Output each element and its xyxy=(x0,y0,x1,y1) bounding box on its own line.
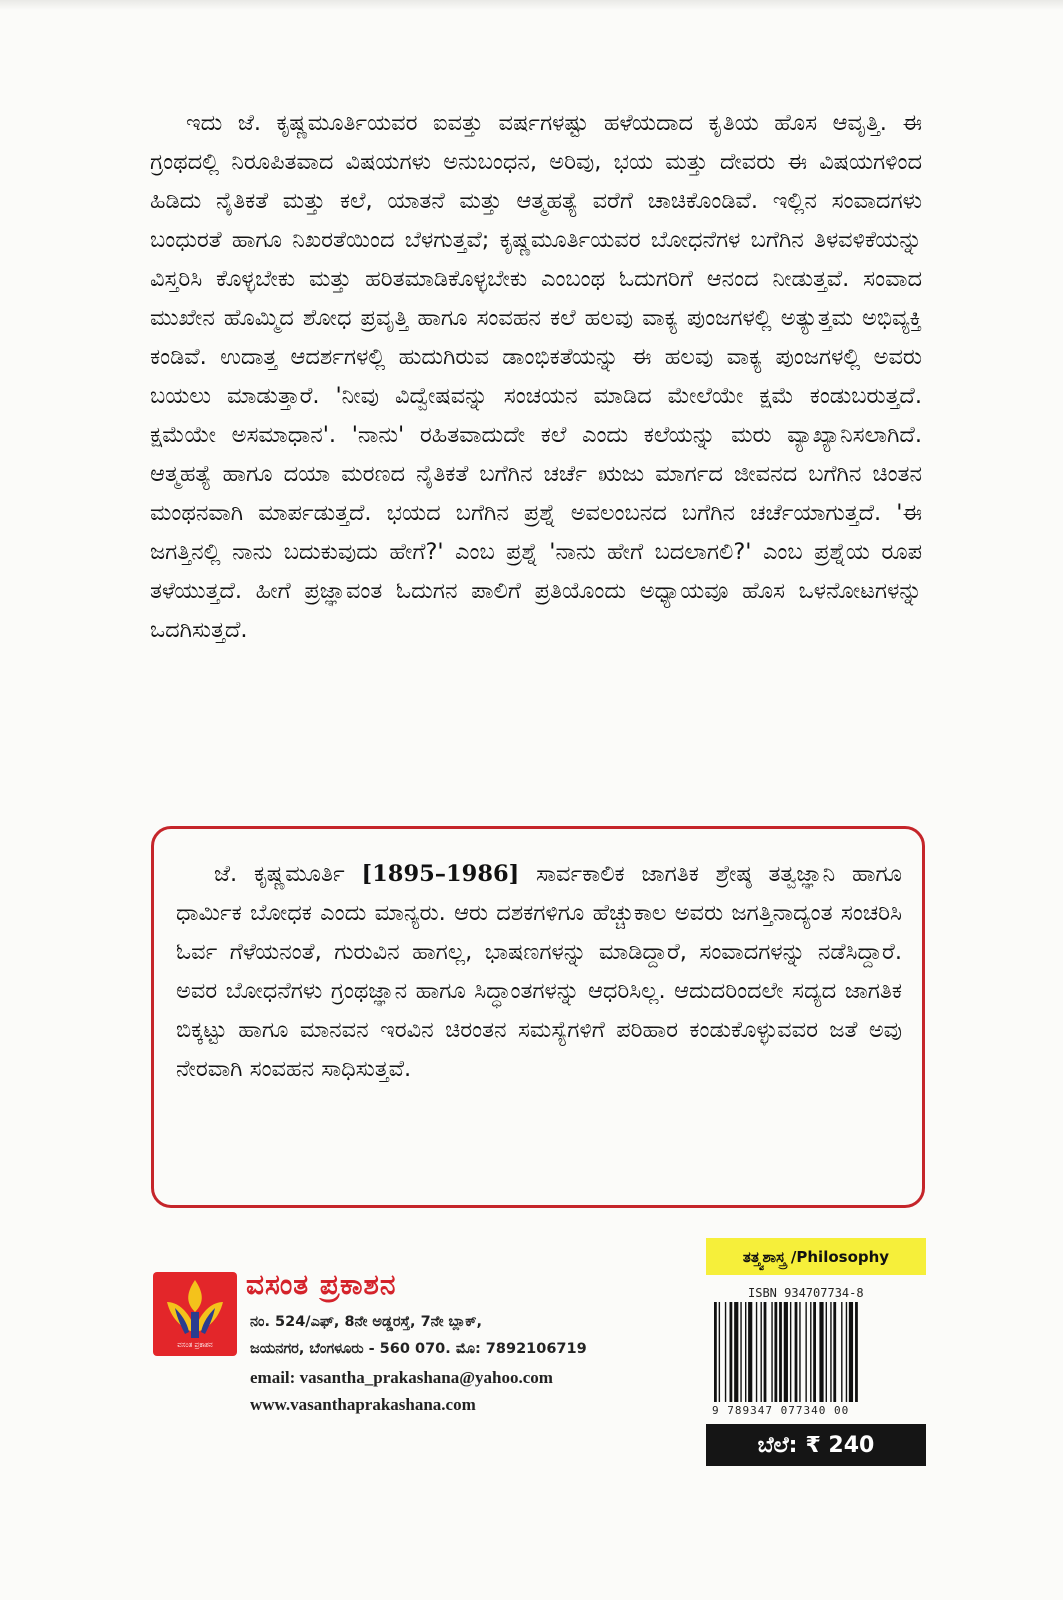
price-label: ಬೆಲೆ: xyxy=(757,1432,798,1458)
publisher-address-line1: ನಂ. 524/ಎಫ್, 8ನೇ ಅಡ್ಡರಸ್ತೆ, 7ನೇ ಬ್ಲಾಕ್, xyxy=(250,1314,483,1330)
isbn-label: ISBN 934707734-8 xyxy=(748,1286,864,1300)
publisher-address-line2: ಜಯನಗರ, ಬೆಂಗಳೂರು - 560 070. ಮೊ: 7892106719 xyxy=(250,1341,587,1357)
publisher-logo xyxy=(153,1272,237,1356)
publisher-name: ವಸಂತ ಪ್ರಕಾಶನ xyxy=(246,1268,397,1301)
barcode-digits: 9 789347 077340 00 xyxy=(712,1404,850,1417)
barcode-icon xyxy=(712,1302,912,1402)
publisher-website: www.vasanthaprakashana.com xyxy=(250,1395,476,1414)
price-tag xyxy=(706,1424,926,1466)
price-value: ₹ 240 xyxy=(805,1432,875,1458)
author-bio-text xyxy=(176,855,902,1089)
author-bio-box xyxy=(151,826,925,1208)
publisher-email: email: vasantha_prakashana@yahoo.com xyxy=(250,1368,553,1387)
author-bio-body: ಸಾರ್ವಕಾಲಿಕ ಜಾಗತಿಕ ಶ್ರೇಷ್ಠ ತತ್ವಜ್ಞಾನಿ ಹಾಗೂ ಧಾರ್ಮಿಕ ಬೋಧಕ ಎಂದು ಮಾನ್ಯರು. ಆರು ದಶಕಗಳಿಗೂ ಹೆಚ್ಚುಕಾಲ ಅವರು ಜಗತ್ತಿನಾದ್ಯಂತ ಸಂಚರಿಸಿ ಓರ್ವ ಗೆಳೆಯನಂತೆ, ಗುರುವಿನ ಹಾಗಲ್ಲ, ಭಾಷಣಗಳನ್ನು ಮಾಡಿದ್ದಾರೆ, ಸಂವಾದಗಳನ್ನು ನಡೆಸಿದ್ದಾರೆ. ಅವರ ಬೋಧನೆಗಳು ಗ್ರಂಥಜ್ಞಾನ ಹಾಗೂ ಸಿದ್ಧಾಂತಗಳನ್ನು ಆಧರಿಸಿಲ್ಲ. ಆದುದರಿಂದಲೇ ಸದ್ಯದ ಜಾಗತಿಕ ಬಿಕ್ಕಟ್ಟು ಹಾಗೂ ಮಾನವನ ಇರವಿನ ಚಿರಂತನ ಸಮಸ್ಯೆಗಳಿಗೆ ಪರಿಹಾರ ಕಂಡುಕೊಳ್ಳುವವರ ಜತೆ ಅವು ನೇರವಾಗಿ ಸಂವಹನ ಸಾಧಿಸುತ್ತವೆ. xyxy=(176,861,903,1082)
category-label: ತತ್ತ್ವಶಾಸ್ತ್ರ /Philosophy xyxy=(706,1238,926,1275)
author-name: ಜೆ. ಕೃಷ್ಣಮೂರ್ತಿ xyxy=(214,861,345,887)
book-description: ಇದು ಜೆ. ಕೃಷ್ಣಮೂರ್ತಿಯವರ ಐವತ್ತು ವರ್ಷಗಳಷ್ಟು ಹಳೆಯದಾದ ಕೃತಿಯ ಹೊಸ ಆವೃತ್ತಿ. ಈ ಗ್ರಂಥದಲ್ಲಿ ನಿರೂಪಿತವಾದ ವಿಷಯಗಳು ಅನುಬಂಧನ, ಅರಿವು, ಭಯ ಮತ್ತು ದೇವರು ಈ ವಿಷಯಗಳಿಂದ ಹಿಡಿದು ನೈತಿಕತೆ ಮತ್ತು ಕಲೆ, ಯಾತನೆ ಮತ್ತು ಆತ್ಮಹತ್ಯೆ ವರೆಗೆ ಚಾಚಿಕೊಂಡಿವೆ. ಇಲ್ಲಿನ ಸಂವಾದಗಳು ಬಂಧುರತೆ ಹಾಗೂ ನಿಖರತೆಯಿಂದ ಬೆಳಗುತ್ತವೆ; ಕೃಷ್ಣಮೂರ್ತಿಯವರ ಬೋಧನೆಗಳ ಬಗೆಗಿನ ತಿಳವಳಿಕೆಯನ್ನು ವಿಸ್ತರಿಸಿ ಕೊಳ್ಳಬೇಕು ಮತ್ತು ಹರಿತಮಾಡಿಕೊಳ್ಳಬೇಕು ಎಂಬಂಥ ಓದುಗರಿಗೆ ಆನಂದ ನೀಡುತ್ತವೆ. ಸಂವಾದ ಮುಖೇನ ಹೊಮ್ಮಿದ ಶೋಧ ಪ್ರವೃತ್ತಿ ಹಾಗೂ ಸಂವಹನ ಕಲೆ ಹಲವು ವಾಕ್ಯ ಪುಂಜಗಳಲ್ಲಿ ಅತ್ಯುತ್ತಮ ಅಭಿವ್ಯಕ್ತಿ ಕಂಡಿವೆ. ಉದಾತ್ತ ಆದರ್ಶಗಳಲ್ಲಿ ಹುದುಗಿರುವ ಡಾಂಭಿಕತೆಯನ್ನು ಈ ಹಲವು ವಾಕ್ಯ ಪುಂಜಗಳಲ್ಲಿ ಅವರು ಬಯಲು ಮಾಡುತ್ತಾರೆ. 'ನೀವು ವಿದ್ವೇಷವನ್ನು ಸಂಚಯನ ಮಾಡಿದ ಮೇಲೆಯೇ ಕ್ಷಮೆ ಕಂಡುಬರುತ್ತದೆ. ಕ್ಷಮೆಯೇ ಅಸಮಾಧಾನ'. 'ನಾನು' ರಹಿತವಾದುದೇ ಕಲೆ ಎಂದು ಕಲೆಯನ್ನು ಮರು ವ್ಯಾಖ್ಯಾನಿಸಲಾಗಿದೆ. ಆತ್ಮಹತ್ಯೆ ಹಾಗೂ ದಯಾ ಮರಣದ ನೈತಿಕತೆ ಬಗೆಗಿನ ಚರ್ಚೆ ಋಜು ಮಾರ್ಗದ ಜೀವನದ ಬಗೆಗಿನ ಚಿಂತನ ಮಂಥನವಾಗಿ ಮಾರ್ಪಡುತ್ತದೆ. ಭಯದ ಬಗೆಗಿನ ಪ್ರಶ್ನೆ ಅವಲಂಬನದ ಬಗೆಗಿನ ಚರ್ಚೆಯಾಗುತ್ತದೆ. 'ಈ ಜಗತ್ತಿನಲ್ಲಿ ನಾನು ಬದುಕುವುದು ಹೇಗೆ?' ಎಂಬ ಪ್ರಶ್ನೆ 'ನಾನು ಹೇಗೆ ಬದಲಾಗಲಿ?' ಎಂಬ ಪ್ರಶ್ನೆಯ ರೂಪ ತಳೆಯುತ್ತದೆ. ಹೀಗೆ ಪ್ರಜ್ಞಾವಂತ ಓದುಗನ ಪಾಲಿಗೆ ಪ್ರತಿಯೊಂದು ಅಧ್ಯಾಯವೂ ಹೊಸ ಒಳನೋಟಗಳನ್ನು ಒದಗಿಸುತ್ತದೆ. xyxy=(150,110,922,643)
author-years: [1895–1986] xyxy=(361,861,520,887)
logo-caption: ವಸಂತ ಪ್ರಕಾಶನ xyxy=(177,1341,213,1349)
page-top-edge xyxy=(0,0,1063,10)
